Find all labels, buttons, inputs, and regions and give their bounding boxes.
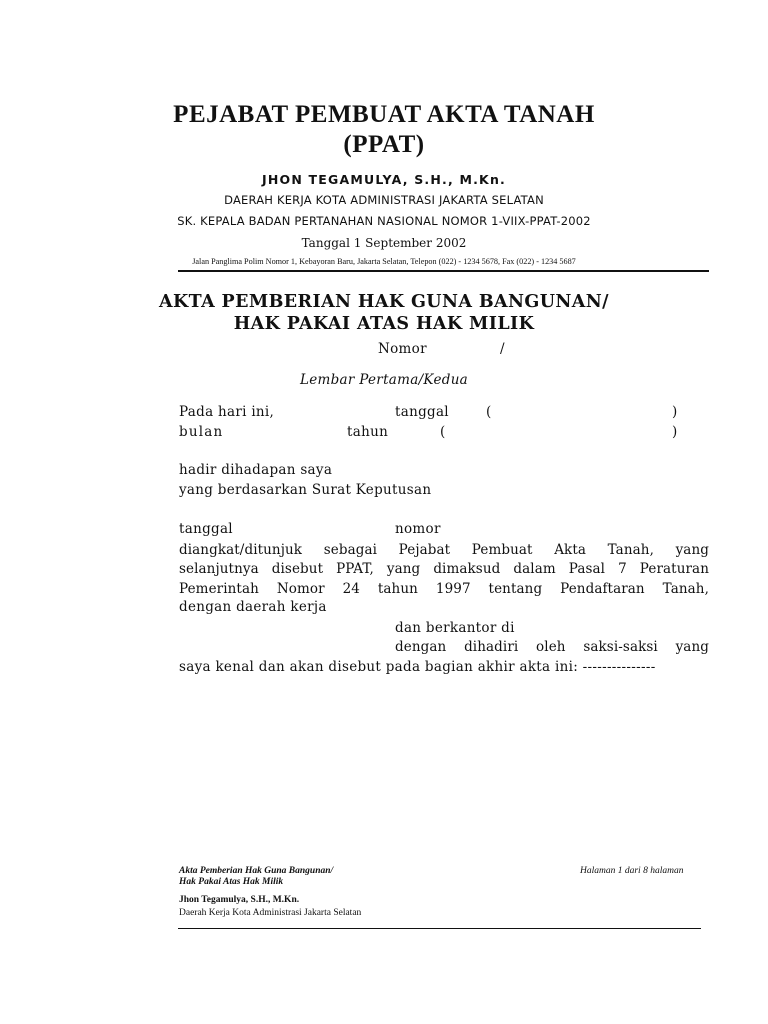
year-close-paren: ) [672,424,678,440]
footer-deed-title: Akta Pemberian Hak Guna Bangunan/ [179,866,334,876]
paragraph-line: Pemerintah Nomor 24 tahun 1997 tentang Pendaftaran Tanah, [179,580,709,597]
footer-official-name: Jhon Tegamulya, S.H., M.Kn. [179,895,300,905]
decree-line: yang berdasarkan Surat Keputusan [179,482,432,498]
date-label: tanggal [395,404,449,420]
day-label: Pada hari ini, [179,404,275,420]
appear-line: hadir dihadapan saya [179,462,333,478]
deed-title: AKTA PEMBERIAN HAK GUNA BANGUNAN/ [159,292,609,312]
month-label: bulan [179,424,224,440]
paragraph-line: diangkat/ditunjuk sebagai Pejabat Pembuat Akta Tanah, yang [179,542,709,558]
footer-divider [178,928,701,929]
date-close-paren: ) [672,404,678,420]
deed-number-slash: / [500,341,505,357]
work-area-line: dengan daerah kerja [179,599,327,615]
date-open-paren: ( [486,404,492,420]
sheet-label: Lembar Pertama/Kedua [299,372,469,388]
decree-date: Tanggal 1 September 2002 [301,236,467,250]
year-open-paren: ( [440,424,446,440]
official-name: JHON TEGAMULYA, S.H., M.Kn. [261,172,506,187]
witness-line: dengan dihadiri oleh saksi-saksi yang [395,639,709,655]
decree-reference: SK. KEPALA BADAN PERTANAHAN NASIONAL NOMOR 1-VIIX-PPAT-2002 [177,214,591,228]
decree-number-label: nomor [395,521,441,537]
footer-work-area: Daerah Kerja Kota Administrasi Jakarta Selatan [179,908,362,918]
footer-deed-title-line2: Hak Pakai Atas Hak Milik [179,877,284,887]
office-address: Jalan Panglima Polim Nomor 1, Kebayoran Baru, Jakarta Selatan, Telepon (022) - 1234 5678, Fax (022) - 1234 5687 [192,257,576,266]
page-indicator: Halaman 1 dari 8 halaman [580,866,684,876]
office-line: dan berkantor di [395,620,515,636]
decree-date-label: tanggal [179,521,233,537]
appointment-paragraph [179,541,709,599]
work-area: DAERAH KERJA KOTA ADMINISTRASI JAKARTA SELATAN [224,193,544,207]
paragraph-line: selanjutnya disebut PPAT, yang dimaksud dalam Pasal 7 Peraturan [179,561,709,578]
closing-line: saya kenal dan akan disebut pada bagian akhir akta ini: --------------- [179,659,656,675]
deed-number-label: Nomor [378,341,427,357]
letterhead-subtitle: (PPAT) [343,131,425,158]
deed-title-line2: HAK PAKAI ATAS HAK MILIK [233,314,535,334]
witness-paragraph [395,638,709,657]
letterhead-title: PEJABAT PEMBUAT AKTA TANAH [173,101,595,128]
letterhead-divider [178,270,709,272]
year-label: tahun [347,424,389,440]
